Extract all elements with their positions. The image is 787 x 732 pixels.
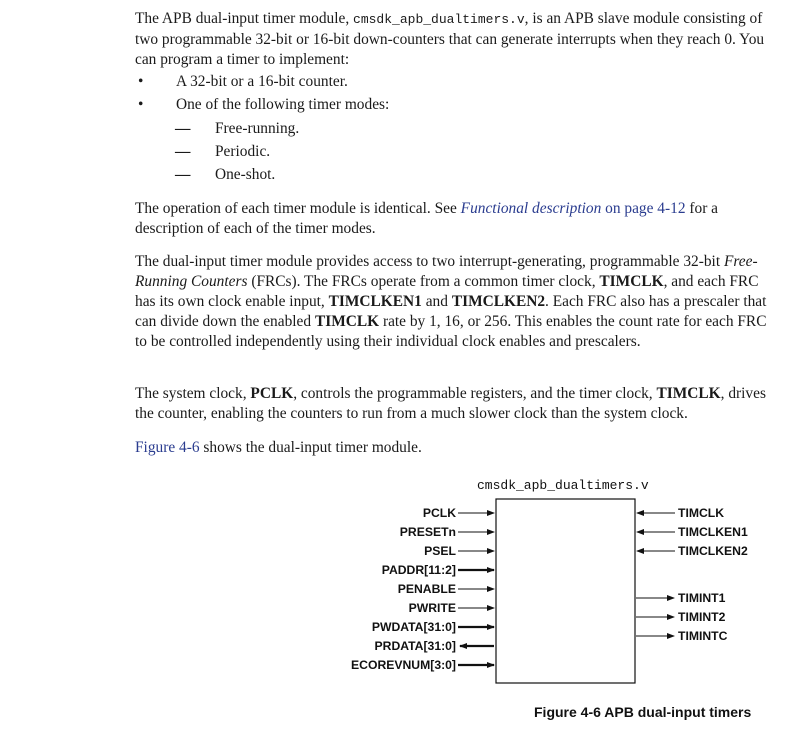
signal-label: PCLK (422, 506, 456, 520)
signal-label: PRESETn (399, 525, 456, 539)
para5-text: shows the dual-input timer module. (203, 439, 422, 456)
signal-label: TIMCLK (678, 506, 725, 520)
mode-one-shot: One-shot. (215, 166, 276, 183)
para3-text-5: . Each FRC also has a prescaler that can divide down the enabled (135, 293, 767, 330)
para4-text-2: , controls the programmable registers, and the timer clock, (293, 385, 653, 402)
timclken1-term: TIMCLKEN1 (328, 293, 422, 310)
right-input-timclken2 (637, 544, 748, 558)
para2-text-1: The operation of each timer module is identical. See (135, 200, 457, 217)
bullet-icon: • (138, 73, 144, 90)
para3-text-2: (FRCs). The FRCs operate from a common timer clock, (251, 273, 596, 290)
right-input-timclken1 (637, 525, 748, 539)
module-box (496, 499, 635, 683)
bullet-text-counter: A 32-bit or a 16-bit counter. (176, 73, 348, 90)
para4-text-3: , drives the counter, enabling the counters to run from a much slower clock than the system clock. (135, 385, 766, 422)
dash-icon: — (175, 120, 191, 137)
intro-text-2: , is an APB slave module consisting of two programmable 32-bit or 16-bit down-counters that can generate interrupts when they reach 0. You can program a timer to implement: (135, 10, 765, 68)
signal-label: PWDATA[31:0] (371, 620, 456, 634)
signal-label: PSEL (424, 544, 456, 558)
signal-label: TIMINTC (678, 629, 728, 643)
para3-text-3: , and each FRC has its own clock enable input, (135, 273, 759, 310)
signal-label: TIMCLKEN1 (678, 525, 748, 539)
module-filename: cmsdk_apb_dualtimers.v (353, 12, 525, 27)
left-signal-pwdata (372, 620, 494, 634)
para3-text-1: The dual-input timer module provides access to two interrupt-generating, programmable 32-bit (135, 253, 721, 270)
dash-icon: — (175, 166, 191, 183)
module-name-label: cmsdk_apb_dualtimers.v (477, 478, 649, 493)
mode-free-running: Free-running. (215, 120, 300, 137)
para3-text-6: rate by 1, 16, or 256. This enables the count rate for each FRC to be controlled independently using their individual clock enables and prescalers. (135, 313, 767, 350)
right-output-timintc (636, 629, 728, 643)
intro-text-1: The APB dual-input timer module, (135, 10, 350, 27)
para2-text-2: for a description of each of the timer modes. (135, 200, 719, 237)
left-signal-pwrite (409, 601, 494, 615)
figure-caption: Figure 4-6 APB dual-input timers (534, 704, 752, 720)
frc-term: Free-Running Counters (135, 253, 758, 290)
left-signal-presetn (400, 525, 494, 539)
left-signal-ecorevnum (351, 658, 494, 672)
signal-label: TIMINT2 (678, 610, 726, 624)
timclk-term: TIMCLK (599, 273, 664, 290)
left-signal-penable (398, 582, 494, 596)
dash-icon: — (175, 143, 191, 160)
right-output-timint1 (636, 591, 726, 605)
functional-description-link[interactable]: Functional description (460, 200, 602, 217)
signal-label: TIMINT1 (678, 591, 726, 605)
signal-label: ECOREVNUM[3:0] (351, 658, 456, 672)
figure-4-6-link[interactable]: Figure 4-6 (135, 439, 200, 456)
timclken2-term: TIMCLKEN2 (451, 293, 546, 310)
signal-label: PADDR[11:2] (381, 563, 456, 577)
para4-text-1: The system clock, (135, 385, 247, 402)
timclk-term: TIMCLK (314, 313, 380, 330)
right-output-timint2 (636, 610, 726, 624)
pclk-term: PCLK (250, 385, 294, 402)
bullet-icon: • (138, 96, 144, 113)
right-input-timclk (637, 506, 724, 520)
left-signal-pclk (423, 506, 494, 520)
bullet-text-modes: One of the following timer modes: (176, 96, 390, 113)
page-ref-link[interactable]: on page 4-12 (605, 200, 686, 217)
signal-label: TIMCLKEN2 (678, 544, 748, 558)
signal-label: PENABLE (397, 582, 456, 596)
timclk-term: TIMCLK (656, 385, 721, 402)
mode-periodic: Periodic. (215, 143, 271, 160)
signal-label: PRDATA[31:0] (374, 639, 456, 653)
signal-label: PWRITE (408, 601, 456, 615)
left-signal-prdata (375, 639, 494, 653)
left-signal-paddr (382, 563, 494, 577)
left-signal-psel (424, 544, 494, 558)
para3-text-4: and (425, 293, 448, 310)
